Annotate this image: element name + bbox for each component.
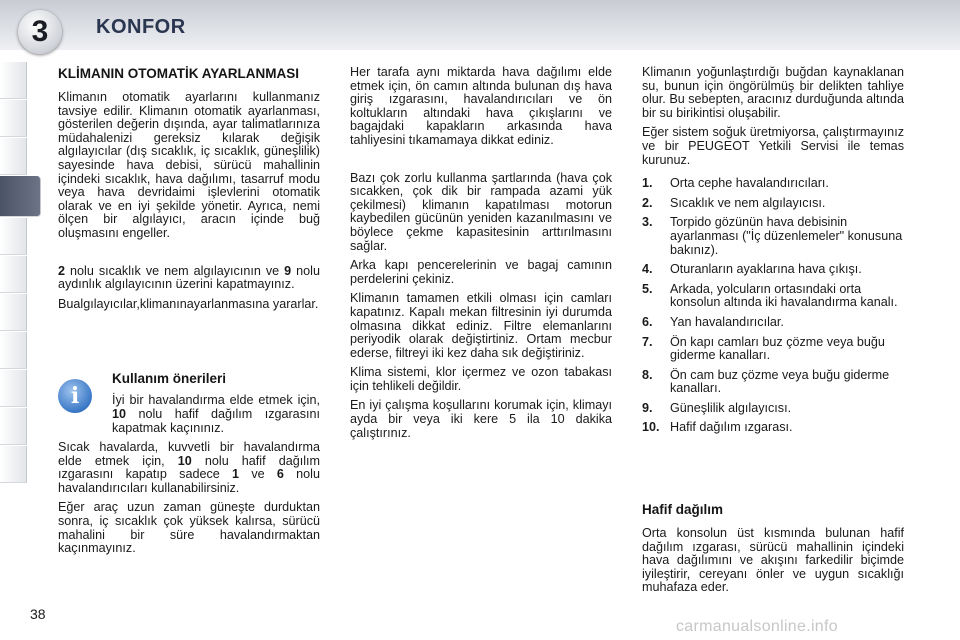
paragraph: Her tarafa aynı miktarda hava dağılımı elde etmek için, ön camın altında bulunan dış hava giriş ızgarasını, havalandırıcıları ve ön koltukların altındaki hava çıkışlarını ve bagajdaki kapakların arkasında hava tahliyesini tıkamamaya dikkat ediniz. [350, 65, 612, 147]
tip-box [58, 371, 320, 556]
column-middle [350, 66, 612, 446]
list-item: 6. Yan havalandırıcılar. [642, 314, 784, 329]
paragraph: Eğer araç uzun zaman güneşte durduktan sonra, iç sıcaklık çok yüksek kalırsa, sürücü mahalini bir süre havalandırmaktan kaçınmayınız. [58, 500, 320, 556]
chapter-number-badge: 3 [18, 10, 62, 54]
paragraph: En iyi çalışma koşullarını korumak için, klimayı ayda bir veya iki kere 5 ila 10 dakika çalıştırınız. [350, 398, 612, 440]
paragraph: Sıcak havalarda, kuvvetli bir havalandırma elde etmek için, 10 nolu hafif dağılım ızgarasını kapatıp sadece 1 ve 6 nolu havalandırıcıları kullanabilirsiniz. [58, 440, 320, 495]
chapter-tab[interactable] [0, 332, 27, 369]
watermark: carmanualsonline.info [676, 618, 838, 635]
chapter-tab[interactable] [0, 256, 27, 293]
chapter-tab[interactable] [0, 370, 27, 407]
chapter-title: KONFOR [96, 16, 186, 38]
list-item: 5. Arkada, yolcuların ortasındaki orta konsolun altında iki havalandırma kanalı. [642, 281, 898, 310]
list-item: 3. Torpido gözünün hava debisinin ayarlanması ("İç düzenlemeler" konusuna bakınız). [642, 215, 903, 257]
tip-heading: Kullanım önerileri [112, 371, 227, 387]
paragraph: Eğer sistem soğuk üretmiyorsa, çalıştırmayınız ve bir PEUGEOT Yetkili Servisi ile temas kurunuz. [642, 125, 904, 167]
page-number: 38 [30, 606, 46, 622]
chapter-tab[interactable] [0, 294, 27, 331]
paragraph: Arka kapı pencerelerinin ve bagaj camının perdelerini çekiniz. [350, 258, 612, 286]
section-heading: KLİMANIN OTOMATİK AYARLANMASI [58, 66, 300, 81]
paragraph: Klimanın otomatik ayarlarını kullanmanız tavsiye edilir. Klimanın otomatik ayarlanması, gösterilen değerin dışında, ayar talimatlarınıza müdahalenizi gereksiz kılarak değişik algılayıcılar (dış sıcaklık, iç sıcaklık, güneşlilik) sayesinde hava debisi, sürücü mahallinin içindeki sıcaklık, hava dağılımı, tasarruf modu veya hava devridaimi işlevlerini otomatik olarak ve en iyi şekilde yönetir. Ayrıca, nemi ölçen bir algılayıcı, aracın içinde buğ oluşmasını engeller. [58, 90, 320, 240]
chapter-tab-active[interactable] [0, 176, 41, 217]
list-item: 9. Güneşlilik algılayıcısı. [642, 400, 792, 415]
list-item: 8. Ön cam buz çözme veya buğu giderme kanalları. [642, 367, 890, 396]
list-item: 4. Oturanların ayaklarına hava çıkışı. [642, 262, 862, 277]
paragraph: Orta konsolun üst kısmında bulunan hafif dağılım ızgarası, sürücü mahallinin içindeki hava dağılımını ve akışını farkedilir biçimde iyileştirir, cereyanı önler ve uygun sıcaklığı muhafaza eder. [642, 526, 904, 595]
list-item: 7. Ön kapı camları buz çözme veya buğu giderme kanalları. [642, 334, 885, 363]
chapter-tab[interactable] [0, 138, 27, 175]
chapter-tabs [0, 62, 40, 484]
paragraph: Klimanın yoğunlaştırdığı buğdan kaynaklanan su, bunun için öngörülmüş bir delikten tahliye olur. Bu sebepten, aracınız durduğunda altında bir su birikintisi oluşabilir. [642, 65, 904, 120]
paragraph: Klimanın tamamen etkili olması için camları kapatınız. Kapalı mekan filtresinin iyi durumda olmasına dikkat ediniz. Filtre elemanlarını periyodik olarak değiştirtiniz. Ortam mecbur ederse, filtreyi iki kez daha sık değiştiriniz. [350, 291, 612, 360]
chapter-tab[interactable] [0, 100, 27, 137]
paragraph: 2 nolu sıcaklık ve nem algılayıcının ve 9 nolu aydınlık algılayıcının üzerini kapatmayınız. [58, 263, 320, 292]
section-heading: Hafif dağılım [642, 502, 724, 517]
paragraph: İyi bir havalandırma elde etmek için, 10 nolu hafif dağılım ızgarasını kapatmak kaçınınız. [112, 393, 320, 435]
hafif-dagilim-section [642, 502, 904, 595]
info-icon: i [58, 379, 92, 413]
chapter-tab[interactable] [0, 218, 27, 255]
column-right [642, 66, 904, 441]
chapter-tab[interactable] [0, 62, 27, 99]
list-item: 10. Hafif dağılım ızgarası. [642, 420, 793, 435]
paragraph: Bazı çok zorlu kullanma şartlarında (hava çok sıcakken, çok dik bir rampada azami yük çekilmesi) klimanın kapatılması motorun kaybedilen gücünün yeniden kazanılmasını ve böylece çekme kapasitesinin arttırılmasını sağlar. [350, 170, 612, 253]
list-item: 2. Sıcaklık ve nem algılayıcısı. [642, 195, 826, 210]
paragraph: Klima sistemi, klor içermez ve ozon tabakası için tehlikeli değildir. [350, 365, 612, 393]
column-left [58, 66, 320, 562]
list-item: 1. Orta cephe havalandırıcıları. [642, 176, 829, 191]
chapter-tab[interactable] [0, 408, 27, 445]
numbered-list [642, 177, 904, 435]
chapter-tab[interactable] [0, 446, 27, 483]
paragraph: Bualgılayıcılar,klimanınayarlanmasına yararlar. [58, 296, 319, 311]
